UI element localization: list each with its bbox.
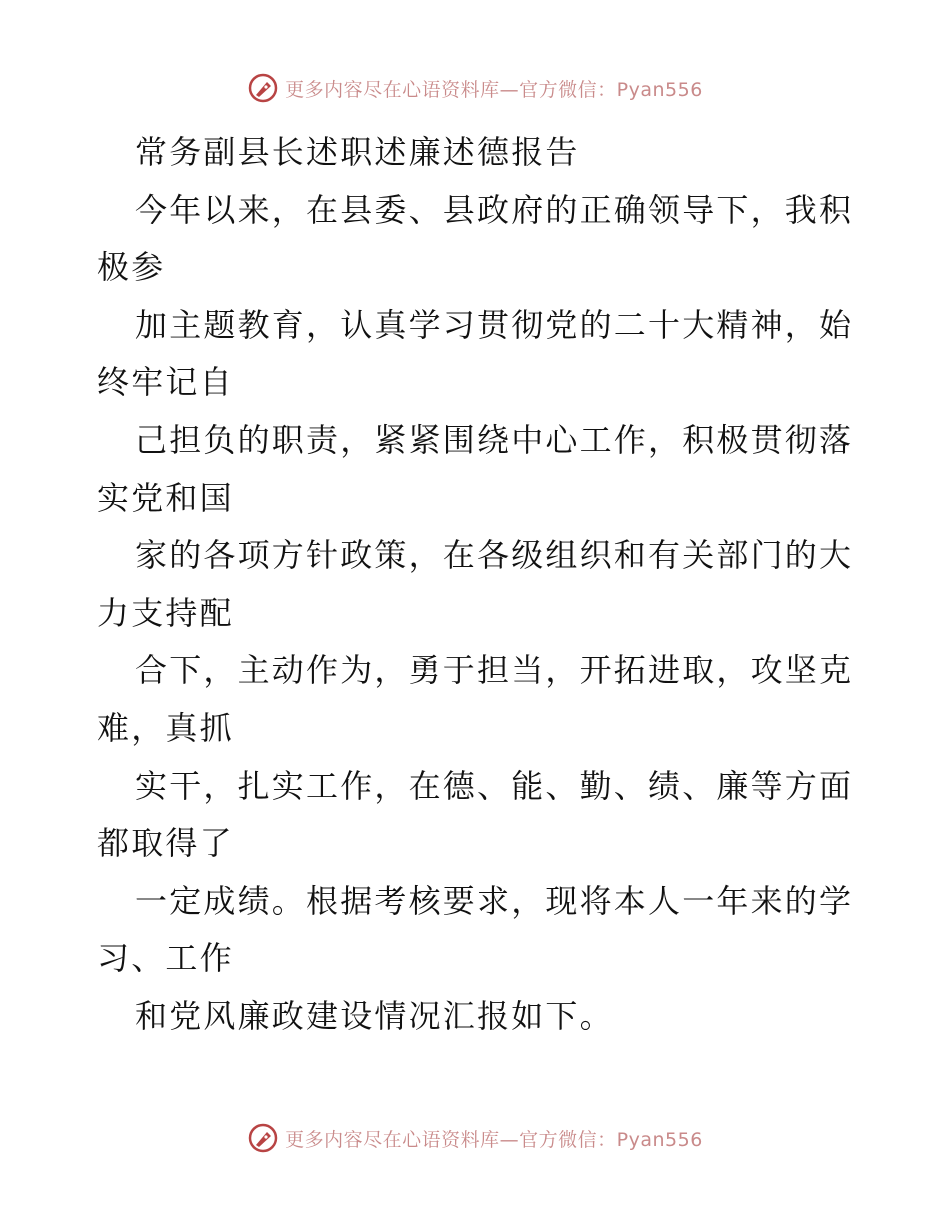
paragraph-line: 加主题教育，认真学习贯彻党的二十大精神，始 (135, 305, 854, 344)
paragraph-line: 极参 (97, 248, 166, 287)
paragraph-line: 和党风廉政建设情况汇报如下。 (135, 996, 614, 1035)
document-body (97, 124, 857, 1046)
paragraph-line: 实干，扎实工作，在德、能、勤、绩、廉等方面 (135, 766, 854, 805)
watermark-text: 更多内容尽在心语资料库—官方微信：Pyan556 (285, 78, 703, 101)
document-title: 常务副县长述职述廉述德报告 (135, 133, 580, 171)
pen-nib-logo-icon (247, 72, 279, 104)
paragraph-line: 实党和国 (97, 478, 234, 517)
paragraph-line: 己担负的职责，紧紧围绕中心工作，积极贯彻落 (135, 420, 854, 459)
paragraph-line: 终牢记自 (97, 363, 234, 402)
header-watermark (0, 72, 950, 104)
watermark-text: 更多内容尽在心语资料库—官方微信：Pyan556 (285, 1128, 703, 1151)
paragraph-line: 习、工作 (97, 939, 234, 978)
paragraph-line: 今年以来，在县委、县政府的正确领导下，我积 (135, 190, 854, 229)
paragraph-line: 难，真抓 (97, 708, 234, 747)
pen-nib-logo-icon (247, 1122, 279, 1154)
paragraph-line: 合下，主动作为，勇于担当，开拓进取，攻坚克 (135, 651, 854, 690)
paragraph-line: 家的各项方针政策，在各级组织和有关部门的大 (135, 536, 854, 575)
paragraph-line: 都取得了 (97, 824, 234, 863)
paragraph-line: 一定成绩。根据考核要求，现将本人一年来的学 (135, 881, 854, 920)
footer-watermark (0, 1122, 950, 1154)
paragraph-line: 力支持配 (97, 593, 234, 632)
